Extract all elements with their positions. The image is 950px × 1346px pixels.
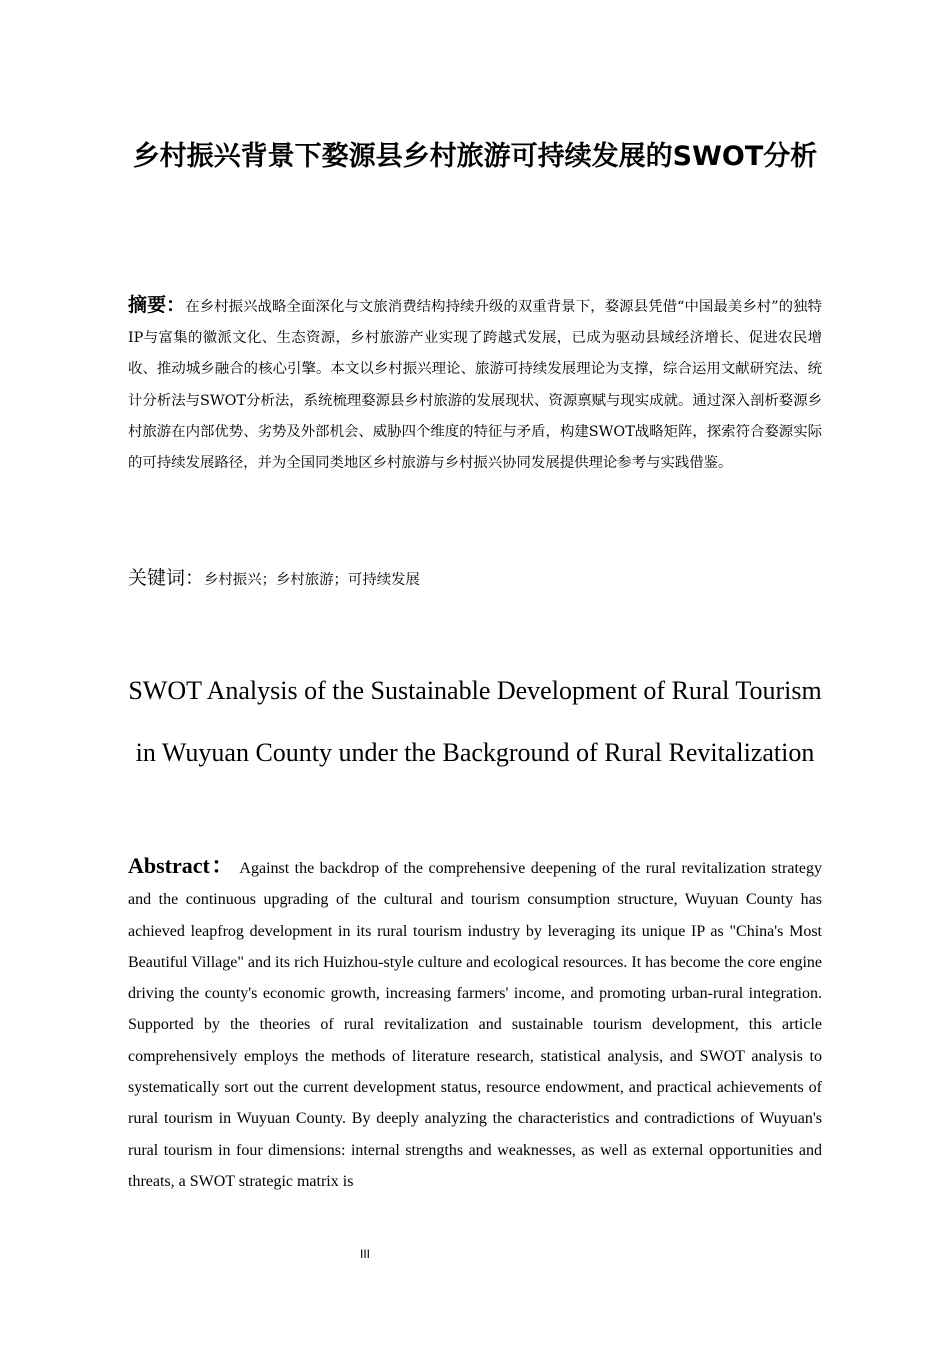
- english-title-line-2: in Wuyuan County under the Background of Rural Revitalization: [135, 738, 815, 767]
- chinese-abstract-label: 摘要：: [128, 294, 186, 316]
- page-number: III: [359, 1247, 370, 1261]
- chinese-keywords-label: 关键词：: [128, 567, 205, 589]
- chinese-abstract: [128, 290, 822, 479]
- english-abstract-text: Against the backdrop of the comprehensive deepening of the rural revitalization strategy and the continuous upgrading of the cultural and tourism consumption structure, Wuyuan County has achieved leapfrog development in its rural tourism industry by leveraging its unique IP as "China's Most Beautiful Village" and its rich Huizhou-style culture and ecological resources. It has become the core engine driving the county's economic growth, increasing farmers' income, and promoting urban-rural integration. Supported by the theories of rural revitalization and sustainable tourism development, this article comprehensively employs the methods of literature research, statistical analysis, and SWOT analysis to systematically sort out the current development status, resource endowment, and practical achievements of rural tourism in Wuyuan County. By deeply analyzing the characteristics and contradictions of Wuyuan's rural tourism in four dimensions: internal strengths and weaknesses, as well as external opportunities and threats, a SWOT strategic matrix is: [128, 860, 822, 1190]
- english-abstract-label: Abstract：: [128, 853, 235, 878]
- english-title: [118, 660, 832, 784]
- english-title-line-1: SWOT Analysis of the Sustainable Development of Rural Tourism: [128, 676, 822, 705]
- chinese-keywords-text: 乡村振兴；乡村旅游；可持续发展: [204, 572, 420, 588]
- chinese-keywords: [128, 562, 822, 596]
- english-abstract: [128, 850, 822, 1197]
- chinese-title: 乡村振兴背景下婺源县乡村旅游可持续发展的SWOT分析: [132, 141, 818, 172]
- chinese-abstract-text: 在乡村振兴战略全面深化与文旅消费结构持续升级的双重背景下，婺源县凭借“中国最美乡村”的独特IP与富集的徽派文化、生态资源，乡村旅游产业实现了跨越式发展，已成为驱动县域经济增长、促进农民增收、推动城乡融合的核心引擎。本文以乡村振兴理论、旅游可持续发展理论为支撑，综合运用文献研究法、统计分析法与SWOT分析法，系统梳理婺源县乡村旅游的发展现状、资源禀赋与现实成就。通过深入剖析婺源乡村旅游在内部优势、劣势及外部机会、威胁四个维度的特征与矛盾，构建SWOT战略矩阵，探索符合婺源实际的可持续发展路径，并为全国同类地区乡村旅游与乡村振兴协同发展提供理论参考与实践借鉴。: [128, 299, 822, 472]
